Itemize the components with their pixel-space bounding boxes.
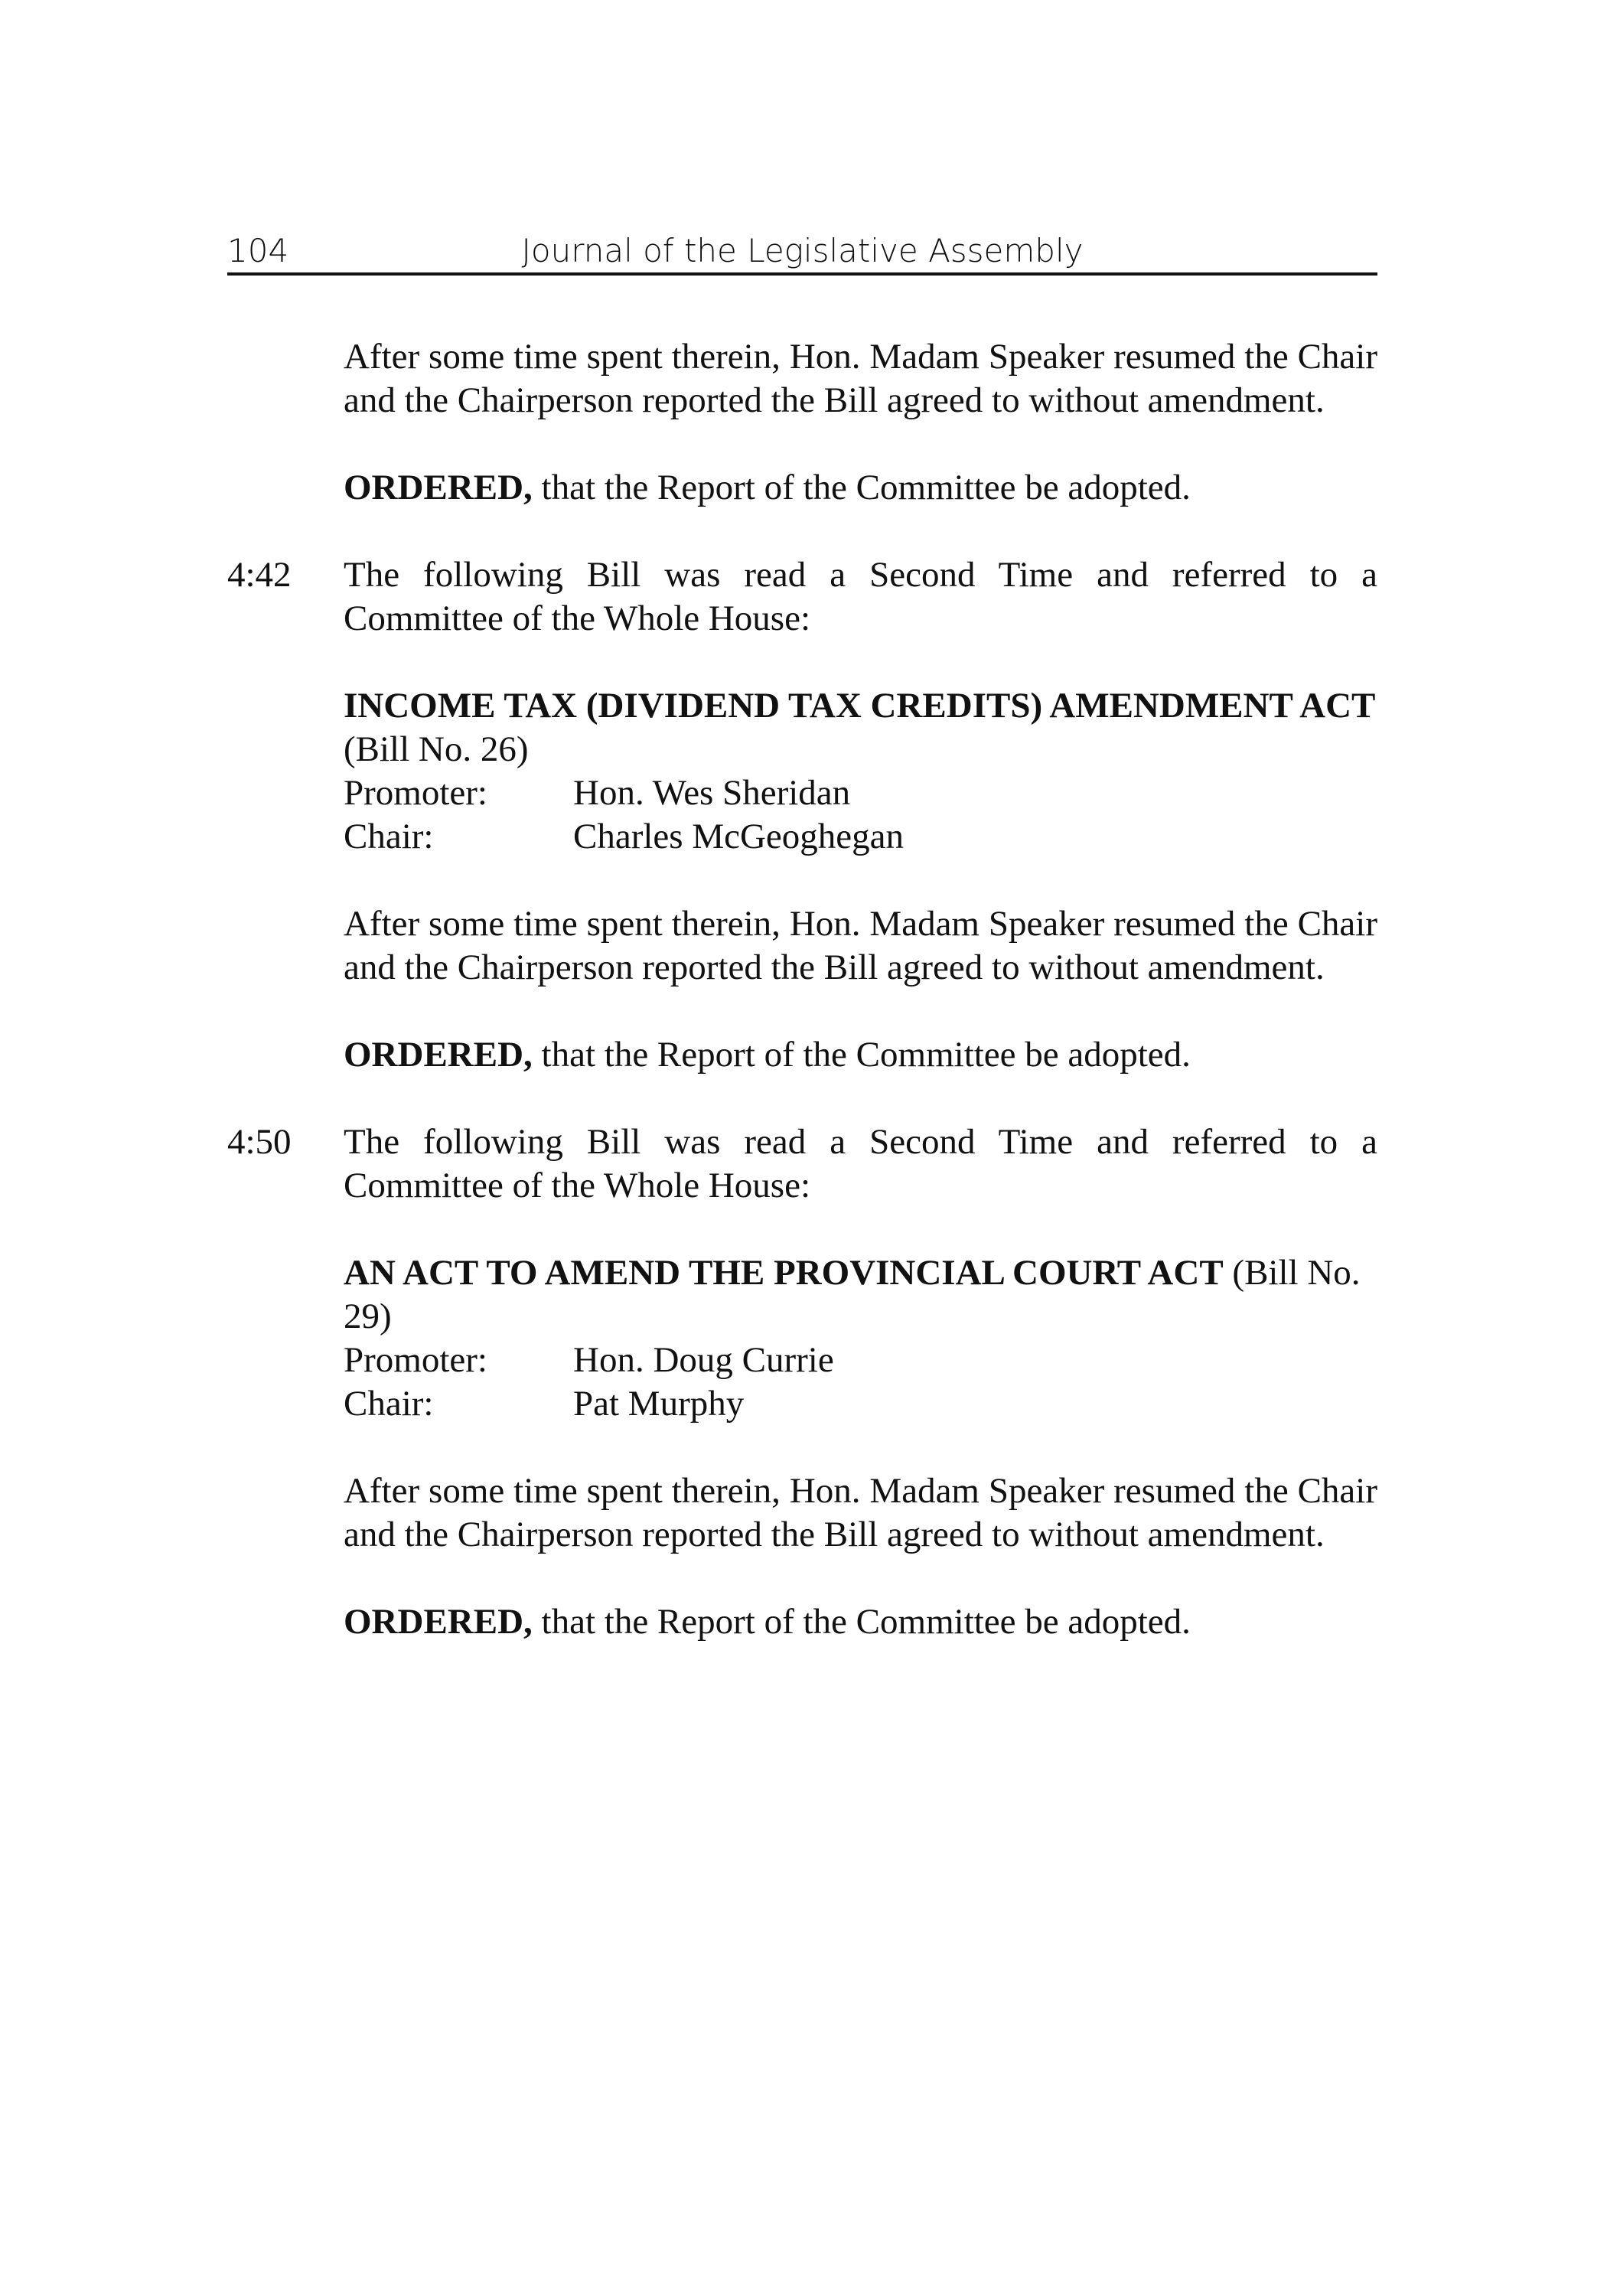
- bill-title-name: INCOME TAX (DIVIDEND TAX CREDITS) AMENDMENT ACT: [344, 686, 1376, 726]
- ordered-label: ORDERED,: [344, 1035, 533, 1075]
- ordered-paragraph: [344, 1600, 1377, 1644]
- bill-number: (Bill No. 26): [344, 729, 529, 769]
- journal-entry: [227, 1120, 1377, 1644]
- ordered-text: that the Report of the Committee be adopted.: [532, 1035, 1191, 1075]
- ordered-text: that the Report of the Committee be adopted.: [532, 468, 1191, 507]
- chair-name: Pat Murphy: [573, 1384, 745, 1424]
- promoter-row: [344, 771, 1377, 815]
- journal-body: [227, 335, 1377, 1644]
- ordered-label: ORDERED,: [344, 468, 533, 507]
- ordered-text: that the Report of the Committee be adopted.: [532, 1602, 1191, 1642]
- intro-section: [344, 335, 1377, 510]
- committee-report-paragraph: After some time spent therein, Hon. Madam Speaker resumed the Chair and the Chairperson reported the Bill agreed to without amendment.: [344, 1471, 1377, 1554]
- promoter-name: Hon. Wes Sheridan: [573, 773, 851, 813]
- promoter-row: [344, 1339, 1377, 1382]
- bill-title: [344, 684, 1377, 771]
- committee-report-paragraph: After some time spent therein, Hon. Madam Speaker resumed the Chair and the Chairperson reported the Bill agreed to without amendment.: [344, 337, 1377, 420]
- ordered-paragraph: [344, 1033, 1377, 1077]
- chair-row: [344, 815, 1377, 859]
- entry-time: 4:50: [227, 1122, 292, 1162]
- promoter-label: Promoter:: [344, 773, 487, 813]
- committee-report-paragraph: After some time spent therein, Hon. Madam Speaker resumed the Chair and the Chairperson reported the Bill agreed to without amendment.: [344, 904, 1377, 987]
- ordered-paragraph: [344, 466, 1377, 510]
- page-header: [227, 230, 1377, 276]
- chair-row: [344, 1382, 1377, 1426]
- chair-name: Charles McGeoghegan: [573, 817, 904, 856]
- journal-entry: [227, 553, 1377, 1077]
- promoter-name: Hon. Doug Currie: [573, 1340, 834, 1380]
- bill-title-name: AN ACT TO AMEND THE PROVINCIAL COURT ACT: [344, 1253, 1224, 1293]
- entry-time: 4:42: [227, 555, 292, 595]
- running-title: Journal of the Legislative Assembly: [521, 232, 1084, 269]
- promoter-label: Promoter:: [344, 1340, 487, 1380]
- chair-label: Chair:: [344, 817, 434, 856]
- bill-number: (Bill No. 29): [344, 1253, 1361, 1336]
- second-reading-paragraph: The following Bill was read a Second Time and referred to a Committee of the Whole House:: [344, 1122, 1377, 1205]
- bill-title: [344, 1251, 1377, 1339]
- page-number: 104: [227, 232, 289, 269]
- second-reading-paragraph: The following Bill was read a Second Time and referred to a Committee of the Whole House:: [344, 555, 1377, 638]
- ordered-label: ORDERED,: [344, 1602, 533, 1642]
- chair-label: Chair:: [344, 1384, 434, 1424]
